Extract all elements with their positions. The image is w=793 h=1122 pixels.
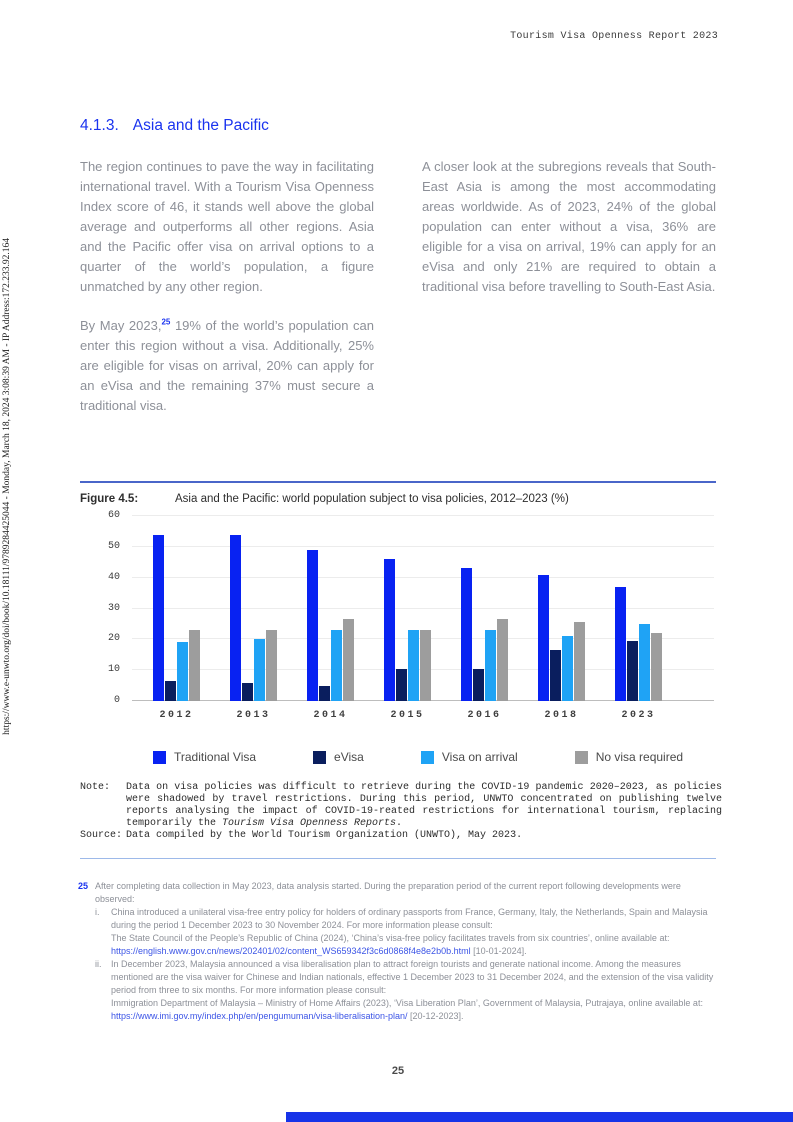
paragraph-text: 19% of the world’s population can enter this region without a visa. Additionally, 25% are eligible for visas on arrival, 20% can apply for an eVisa and the remaining 37% must secure a traditional visa.	[80, 318, 374, 413]
bar	[562, 636, 573, 701]
bar-group	[230, 516, 277, 721]
bar	[639, 624, 650, 701]
bar	[266, 630, 277, 701]
footnote-intro: After completing data collection in May 2023, data analysis started. During the preparation period of the current report following developments were observed:	[95, 881, 681, 904]
y-tick-label: 20	[107, 633, 120, 645]
paragraph-text: By May 2023,	[80, 318, 162, 333]
legend-item	[153, 750, 256, 764]
bar-group	[615, 516, 662, 721]
y-tick-label: 50	[107, 540, 120, 552]
body-column-right	[422, 157, 716, 416]
section-title: Asia and the Pacific	[132, 117, 269, 134]
footnote-reference[interactable]: 25	[161, 317, 171, 327]
section-number: 4.1.3.	[80, 117, 119, 134]
bar	[331, 630, 342, 701]
legend-label: eVisa	[334, 750, 364, 764]
bar-groups	[132, 516, 714, 721]
link-date: [20-12-2023].	[407, 1011, 464, 1021]
x-tick-label: 2013	[236, 710, 271, 721]
bar	[461, 568, 472, 701]
bar	[307, 550, 318, 701]
note-text-part: .	[396, 818, 403, 829]
footnote-25	[78, 880, 718, 1023]
legend-item	[313, 750, 364, 764]
bar-chart	[80, 510, 716, 740]
page-number: 25	[391, 1065, 405, 1077]
legend-swatch	[313, 751, 326, 764]
bar	[497, 619, 508, 701]
footnote-item-text: In December 2023, Malaysia announced a visa liberalisation plan to attract foreign tourists and generate national income. Among the measures mentioned are the visa waiver for Chinese and Indian nationals, effective 1 December 2023 to 31 December 2024, and the extension of the visa validity period from three to six months. For more information please consult:	[111, 959, 714, 995]
footnote-item-link-line	[111, 945, 718, 958]
bar	[574, 622, 585, 701]
footnote-item-i	[95, 906, 718, 958]
figure-top-rule	[80, 481, 716, 483]
bar	[396, 669, 407, 701]
y-tick-label: 60	[107, 510, 120, 521]
legend-swatch	[575, 751, 588, 764]
y-tick-label: 0	[113, 695, 120, 706]
note-text-part: Data on visa policies was difficult to retrieve during the COVID-19 pandemic 2020–2023, as policies were shadowed by travel restrictions. During this period, UNWTO concentrated on publishing twelve reports analysing the impact of COVID-19-reated restrictions for international tourism, replacing temporarily the	[126, 782, 722, 829]
figure-notes	[80, 782, 722, 842]
x-tick-label: 2015	[390, 710, 425, 721]
figure-caption: Asia and the Pacific: world population subject to visa policies, 2012–2023 (%)	[175, 493, 569, 505]
bar	[319, 686, 330, 701]
footnote-item-ii	[95, 958, 718, 1023]
bar	[153, 535, 164, 702]
external-link[interactable]: https://www.imi.gov.my/index.php/en/pengumuman/visa-liberalisation-plan/	[111, 1011, 408, 1021]
bar	[420, 630, 431, 701]
legend-item	[575, 750, 683, 764]
bar-group	[538, 516, 585, 721]
y-tick-label: 30	[107, 602, 120, 614]
paragraph	[422, 157, 716, 297]
footnote-item-marker: i.	[95, 907, 100, 917]
bar	[473, 669, 484, 701]
bar	[485, 630, 496, 701]
body-column-left	[80, 157, 374, 416]
footnote-item-source: The State Council of the People’s Republic of China (2024), ‘China’s visa-free policy facilitates travels from six countries’, online available at:	[111, 933, 670, 943]
bar	[627, 641, 638, 701]
note-label: Note:	[80, 782, 111, 793]
bar	[651, 633, 662, 701]
bar	[165, 681, 176, 701]
bar	[384, 559, 395, 701]
body-columns	[80, 157, 716, 416]
source-label: Source:	[80, 830, 123, 841]
figure-label: Figure 4.5:	[80, 493, 139, 505]
footnote-number: 25	[78, 881, 89, 891]
y-tick-label: 10	[107, 664, 120, 676]
note-text-italic: Tourism Visa Openness Reports	[222, 818, 397, 829]
bar	[177, 642, 188, 701]
bar	[242, 683, 253, 702]
x-tick-label: 2018	[544, 710, 579, 721]
download-watermark: https://www.e-unwto.org/doi/book/10.18111/9789284425044 - Monday, March 18, 2024 3:08:39 AM - IP Address:172.233.92.164	[2, 238, 12, 735]
chart-legend	[153, 750, 716, 764]
x-tick-label: 2012	[159, 710, 194, 721]
section-heading	[80, 117, 269, 135]
legend-label: No visa required	[595, 750, 684, 764]
note-text	[126, 782, 722, 830]
legend-item	[421, 750, 518, 764]
bar-group	[461, 516, 508, 721]
external-link[interactable]: https://english.www.gov.cn/news/202401/02/content_WS659342f3c6d0868f4e8e2b0b.html	[111, 946, 471, 956]
footnote-item-body	[111, 906, 718, 958]
bar-group	[307, 516, 354, 721]
bar-group	[384, 516, 431, 721]
legend-label: Visa on arrival	[441, 750, 518, 764]
figure-4-5	[80, 481, 716, 764]
source-row	[80, 830, 722, 842]
bar	[550, 650, 561, 701]
paragraph-text: A closer look at the subregions reveals that South-East Asia is among the most accommodating areas worldwide. As of 2023, 24% of the global population can enter without a visa, 36% are eligible for a visa on arrival, 19% can apply for an eVisa and only 21% are required to obtain a traditional visa before travelling to South-East Asia.	[422, 159, 716, 294]
footnote-body	[95, 880, 718, 1023]
legend-swatch	[153, 751, 166, 764]
footnote-item-source: Immigration Department of Malaysia – Ministry of Home Affairs (2023), ‘Visa Liberation Plan’, Government of Malaysia, Putrajaya, online available at:	[111, 998, 703, 1008]
bar	[343, 619, 354, 701]
report-header: Tourism Visa Openness Report 2023	[510, 31, 718, 42]
footnote-item-text: China introduced a unilateral visa-free entry policy for holders of ordinary passports from France, Germany, Italy, the Netherlands, Spain and Malaysia during the period 1 December 2023 to 30 November 2024. For more information please consult:	[111, 907, 708, 930]
figure-caption-row	[80, 492, 716, 506]
legend-swatch	[421, 751, 434, 764]
paragraph	[80, 157, 374, 297]
bar	[615, 587, 626, 701]
bar	[254, 639, 265, 701]
paragraph	[80, 316, 374, 416]
chart-plot	[107, 510, 714, 721]
footnotes-section	[78, 880, 718, 1023]
bar	[230, 535, 241, 702]
note-row	[80, 782, 722, 830]
source-text: Data compiled by the World Tourism Organization (UNWTO), May 2023.	[126, 830, 523, 841]
bar	[408, 630, 419, 701]
link-date: [10-01-2024].	[470, 946, 527, 956]
paragraph-text: The region continues to pave the way in facilitating international travel. With a Tourism Visa Openness Index score of 46, it stands well above the global average and outperforms all other regions. Asia and the Pacific offer visa on arrival options to a quarter of the world’s population, a figure unmatched by any other region.	[80, 159, 374, 294]
x-tick-label: 2016	[467, 710, 502, 721]
x-tick-label: 2014	[313, 710, 348, 721]
bar	[538, 575, 549, 701]
footnote-item-body	[111, 958, 718, 1023]
x-tick-label: 2023	[621, 710, 656, 721]
footnote-item-marker: ii.	[95, 959, 102, 969]
footnote-separator-rule	[80, 858, 716, 859]
bar	[189, 630, 200, 701]
page-footer-bar	[286, 1112, 793, 1122]
legend-label: Traditional Visa	[174, 750, 257, 764]
bar-group	[153, 516, 200, 721]
footnote-item-link-line	[111, 1010, 718, 1023]
y-tick-label: 40	[107, 571, 120, 583]
